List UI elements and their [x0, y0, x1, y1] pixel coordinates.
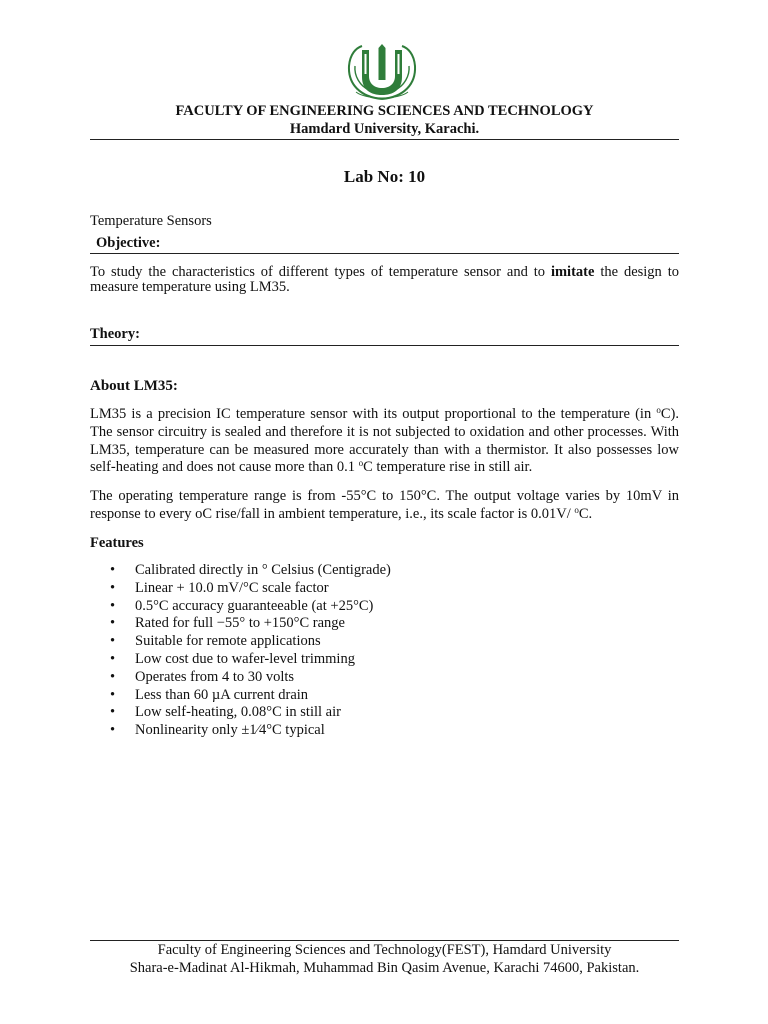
about-heading: About LM35: — [90, 378, 178, 394]
objective-heading: Objective: — [96, 235, 161, 251]
topic-title: Temperature Sensors — [90, 213, 212, 229]
list-item: • 0.5°C accuracy guaranteeable (at +25°C) — [110, 597, 374, 614]
list-item: • Operates from 4 to 30 volts — [110, 668, 295, 685]
about-paragraph-1: LM35 is a precision IC temperature sensor with its output proportional to the temperature (in $^o$C). The sensor circuitry is sealed and therefore it is not subjected to oxidation and other processes. With LM35, temperature can be measured more accurately than with a thermistor. It also possesses low self-heating and does not cause more than 0.1 $^o$C temperature rise in still air. — [90, 405, 679, 476]
bullet-icon: • — [110, 650, 116, 667]
bullet-icon: • — [110, 722, 116, 739]
list-item: • Linear + 10.0 mV/°C scale factor — [110, 579, 329, 596]
list-item: • Calibrated directly in ° Celsius (Centigrade) — [110, 562, 391, 578]
theory-divider — [90, 345, 679, 346]
list-item: • Less than 60 µA current drain — [110, 686, 309, 703]
objective-divider — [90, 253, 679, 254]
footer-line-1: Faculty of Engineering Sciences and Technology(FEST), Hamdard University — [157, 942, 612, 958]
theory-heading: Theory: — [90, 326, 140, 342]
features-list — [110, 562, 391, 740]
lab-title: Lab No: 10 — [343, 167, 426, 186]
features-heading: Features — [90, 535, 144, 551]
list-item: • Suitable for remote applications — [110, 633, 321, 650]
university-name: Hamdard University, Karachi. — [289, 121, 480, 137]
bullet-icon: • — [110, 597, 116, 614]
list-item: • Rated for full −55° to +150°C range — [110, 615, 345, 632]
bullet-icon: • — [110, 704, 116, 721]
footer-divider — [90, 940, 679, 941]
bullet-icon: • — [110, 579, 116, 596]
bullet-icon: • — [110, 562, 116, 578]
bullet-icon: • — [110, 633, 116, 650]
bullet-icon: • — [110, 668, 116, 685]
bullet-icon: • — [110, 615, 116, 632]
list-item: • Nonlinearity only ±1⁄4°C typical — [110, 722, 325, 739]
hamdard-university-logo-icon — [342, 42, 422, 102]
list-item: • Low self-heating, 0.08°C in still air — [110, 704, 341, 721]
faculty-title: FACULTY OF ENGINEERING SCIENCES AND TECHNOLOGY — [175, 103, 594, 119]
header-divider — [90, 139, 679, 140]
objective-text: To study the characteristics of different types of temperature sensor and to imitate the design to measure temperature using LM35. — [90, 264, 679, 295]
about-paragraph-2: The operating temperature range is from -55°C to 150°C. The output voltage varies by 10mV in response to every oC rise/fall in ambient temperature, i.e., its scale factor is 0.01V/ $^o$C. — [90, 488, 679, 522]
bullet-icon: • — [110, 686, 116, 703]
list-item: • Low cost due to wafer-level trimming — [110, 650, 355, 667]
footer-line-2: Shara-e-Madinat Al-Hikmah, Muhammad Bin Qasim Avenue, Karachi 74600, Pakistan. — [129, 960, 640, 976]
